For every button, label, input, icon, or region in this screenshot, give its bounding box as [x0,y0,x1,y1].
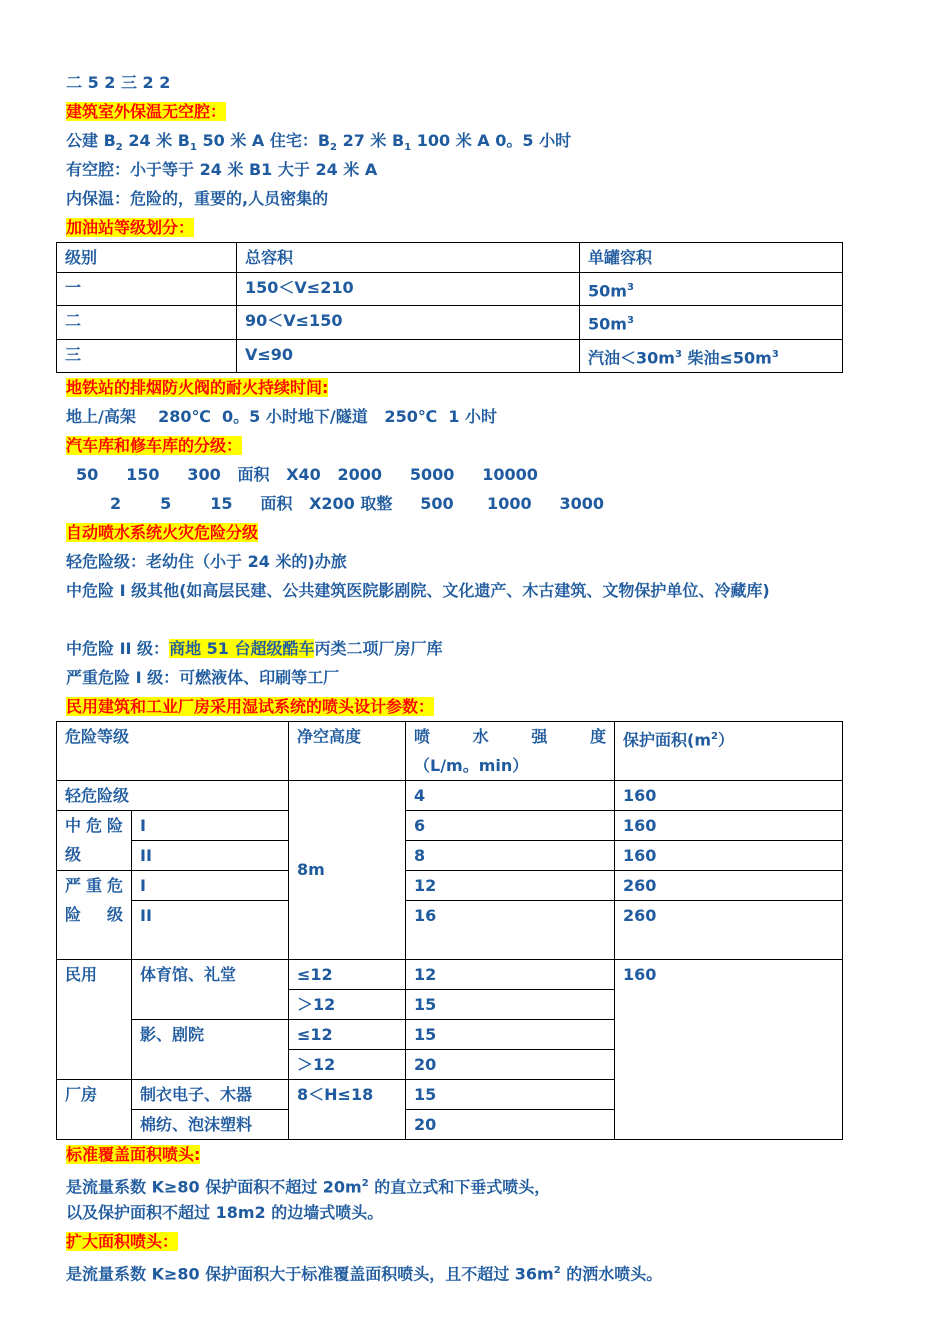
section-title: 汽车库和修车库的分级： [66,435,243,455]
sprinkler-parameter-table [56,721,843,1140]
highlighted-mnemonic: 商地 51 台超级酷车 [169,638,315,658]
standard-head-line-1: 是流量系数 K≥80 保护面积不超过 $20m^2$ 的直立式和下垂式喷头， [66,1177,551,1197]
public-residential-line: 公建 $B_2$ 24 米 $B_1$ 50 米 A 住宅：$B_2$ 27 米 $B_1$ 100 米 A 0。5 小时 [66,131,572,154]
standard-head-line-2: 以及保护面积不超过 18m2 的边墙式喷头。 [66,1202,384,1222]
civil-area: 160 [615,959,843,1139]
section-title: 民用建筑和工业厂房采用湿试系统的喷头设计参数： [66,696,435,716]
cavity-line: 有空腔：小于等于 24 米 B1 大于 24 米 A [66,160,378,179]
document-page [66,68,846,1285]
table-row: 中危险级 I 6 160 [57,810,843,840]
section-title: 扩大面积喷头： [66,1231,179,1251]
table-row: II 8 160 [57,840,843,870]
section-sprinkler-hazard [66,518,846,547]
table-row: 轻危险级 8m 4 160 [57,780,843,810]
extended-head-line: 是流量系数 K≥80 保护面积大于标准覆盖面积喷头，且不超过 $36m^2$ 的洒水喷头。 [66,1264,663,1284]
table-row: 厂房 制衣电子、木器 8＜H≤18 15 [57,1079,843,1109]
section-title: 标准覆盖面积喷头: [66,1144,201,1164]
section-exterior-insulation [66,97,846,126]
section-title: 加油站等级划分： [66,218,195,237]
garage-line-2: 2 5 15 面积 X200 取整 500 1000 3000 [110,493,604,513]
section-subway-damper [66,373,846,402]
section-title: 自动喷水系统火灾危险分级 [66,522,259,542]
civil-group: 民用 [57,959,132,1079]
table-header-row [57,243,843,273]
header-single: 单罐容积 [580,243,843,273]
interior-insulation-line: 内保温：危险的，重要的,人员密集的 [66,189,329,208]
section-garage [66,431,846,460]
section-title: 地铁站的排烟防火阀的耐火持续时间: [66,377,329,397]
mid-hazard-2-line: 中危险 II 级：商地 51 台超级酷车丙类二项厂房厂库 [66,638,443,658]
header-hazard-level: 危险等级 [57,721,289,780]
header-clear-height: 净空高度 [289,721,406,780]
header-intensity: 喷水强度 （L/m。min） [406,721,615,780]
mid-hazard-1-line: 中危险 I 级其他(如高层民建、公共建筑医院影剧院、文化遗产、木古建筑、文物保护单位、冷藏库) [66,580,770,600]
section-standard-head [66,1140,846,1169]
table-row: 三 V≤90 汽油$<30m^3$ 柴油$\le 50m^3$ [57,339,843,372]
header-total: 总容积 [237,243,580,273]
table-row: ＞12 15 [57,989,843,1019]
factory-group: 厂房 [57,1079,132,1139]
table-row: II 16 260 [57,900,843,959]
header-protect-area: 保护面积$(m^2)$ [615,721,843,780]
table-row: 严重危险级 I 12 260 [57,870,843,900]
severe-hazard-line: 严重危险 I 级：可燃液体、印刷等工厂 [66,667,340,687]
table-row: 影、剧院 ≤12 15 [57,1019,843,1049]
section-gas-station [66,213,846,242]
top-line: 二 5 2 三 2 2 [66,73,171,92]
section-wet-system [66,692,846,721]
table-row: 民用 体育馆、礼堂 ≤12 12 160 [57,959,843,989]
gas-station-table [56,242,843,373]
header-level: 级别 [57,243,237,273]
table-row: 棉纺、泡沫塑料 20 [57,1109,843,1139]
height-8m: 8m [289,780,406,959]
mid-hazard-group: 中危险级 [57,810,132,870]
table-row: 一 150＜V≤210 $50m^3$ [57,273,843,306]
severe-hazard-group: 严重危险级 [57,870,132,959]
section-extended-head [66,1227,846,1256]
light-hazard-line: 轻危险级：老幼住（小于 24 米的)办旅 [66,551,347,571]
subway-damper-line: 地上/高架 280℃ 0。5 小时地下/隧道 250℃ 1 小时 [66,406,498,426]
section-title: 建筑室外保温无空腔： [66,102,227,121]
table-row: ＞12 20 [57,1049,843,1079]
garage-line-1: 50 150 300 面积 X40 2000 5000 10000 [76,464,538,484]
table-header-row [57,721,843,780]
table-row: 二 90＜V≤150 $50m^3$ [57,306,843,339]
